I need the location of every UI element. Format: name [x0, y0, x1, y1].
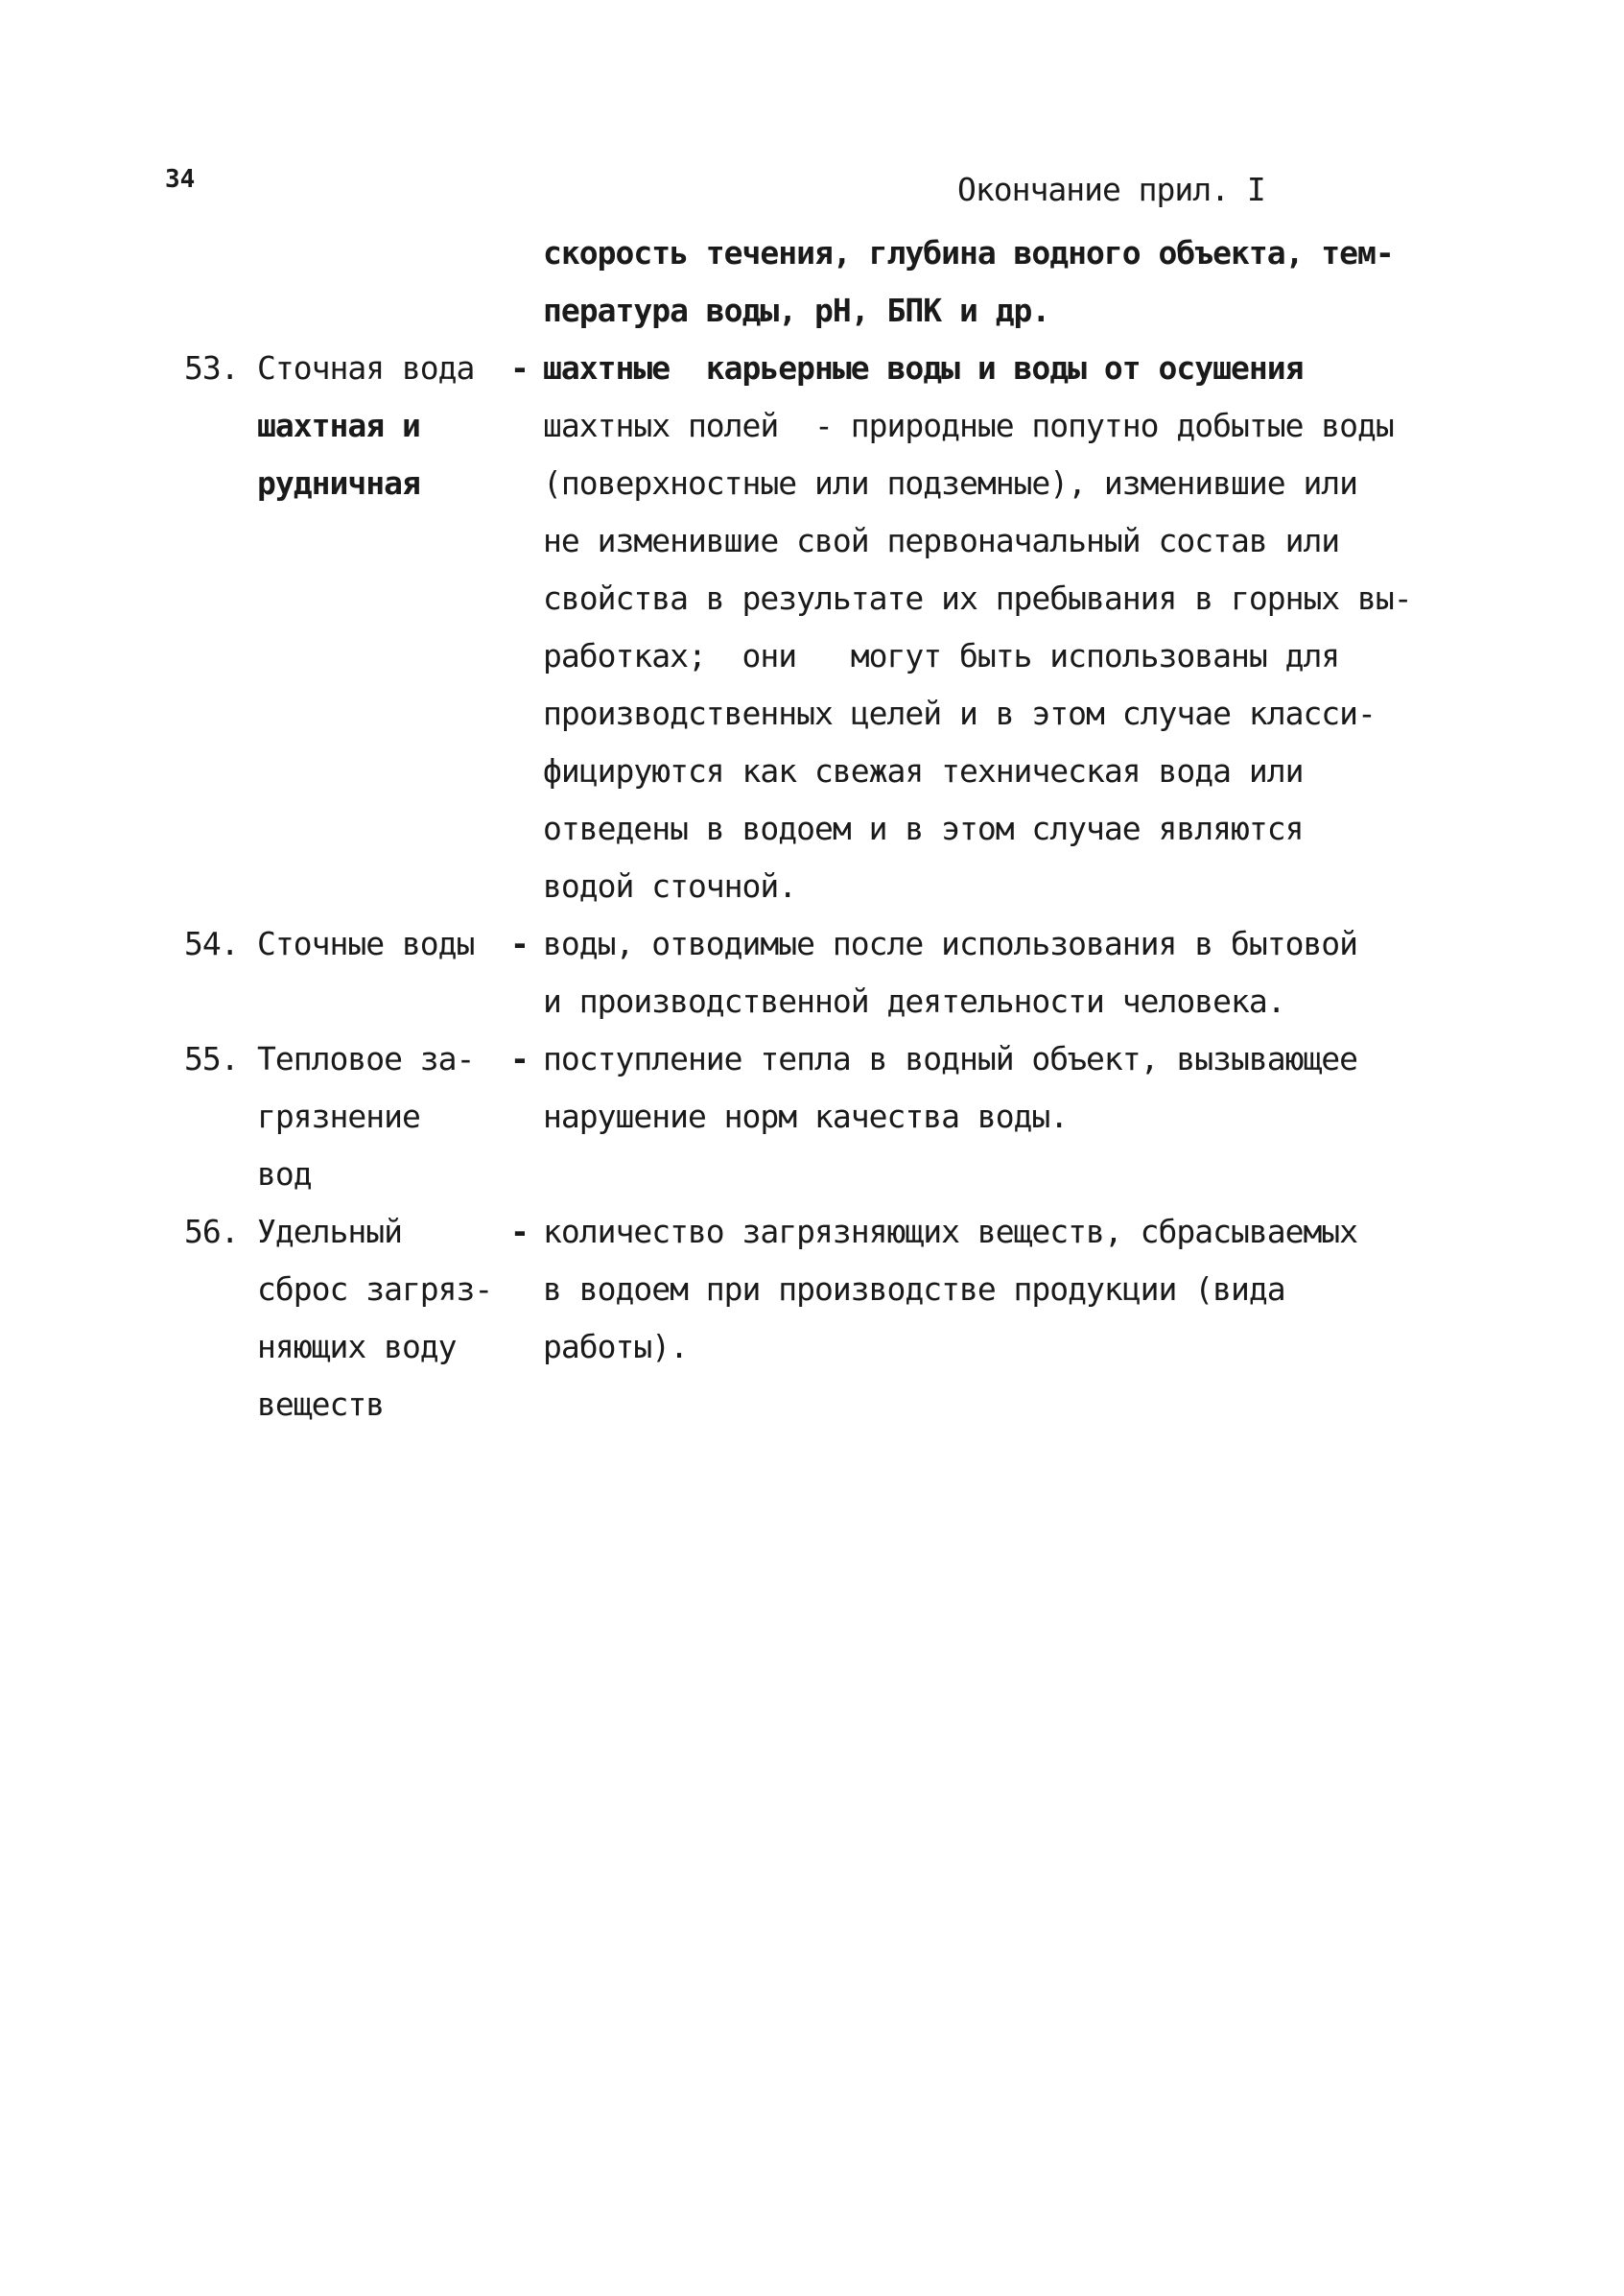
intro-line: скорость течения, глубина водного объекта, тем- — [543, 234, 1394, 272]
entry-number: 54. — [184, 925, 239, 962]
intro-line: пература воды, рН, БПК и др. — [543, 292, 1050, 329]
entry-term-line: грязнение — [257, 1098, 420, 1135]
entry-number: 53. — [184, 349, 239, 387]
entry-definition-line: шахтных полей - природные попутно добытые воды — [543, 407, 1394, 444]
continuation-title: Окончание прил. I — [957, 171, 1265, 208]
entry-definition-line: производственных целей и в этом случае класси- — [543, 695, 1376, 732]
entry-definition-line: работы). — [543, 1328, 688, 1365]
entry-dash: - — [510, 1213, 529, 1250]
entry-term-line: вод — [257, 1155, 312, 1193]
entry-definition-line: не изменившие свой первоначальный состав или — [543, 522, 1340, 559]
entry-dash: - — [510, 925, 529, 962]
entry-definition-line: в водоем при производстве продукции (вида — [543, 1270, 1285, 1308]
entry-definition-line: и производственной деятельности человека. — [543, 982, 1285, 1020]
entry-definition-line: поступление тепла в водный объект, вызывающее — [543, 1040, 1358, 1077]
entry-definition-line: отведены в водоем и в этом случае являются — [543, 810, 1304, 847]
entry-definition-line: свойства в результате их пребывания в горных вы- — [543, 580, 1412, 617]
entry-term-line: веществ — [257, 1385, 385, 1423]
entry-definition-line: работках; они могут быть использованы для — [543, 637, 1340, 675]
entry-term-line: няющих воду — [257, 1328, 457, 1365]
entry-term-line: шахтная и — [257, 407, 420, 444]
entry-term-line: Удельный — [257, 1213, 402, 1250]
entry-number: 56. — [184, 1213, 239, 1250]
entry-term-line: Сточные воды — [257, 925, 475, 962]
entry-definition-line: воды, отводимые после использования в бытовой — [543, 925, 1358, 962]
entry-term-line: Тепловое за- — [257, 1040, 475, 1077]
entry-definition-line: шахтные карьерные воды и воды от осушения — [543, 349, 1304, 387]
entry-number: 55. — [184, 1040, 239, 1077]
entry-dash: - — [510, 349, 529, 387]
entry-definition-line: (поверхностные или подземные), изменившие или — [543, 464, 1358, 502]
entry-term-line: рудничная — [257, 464, 420, 502]
entry-dash: - — [510, 1040, 529, 1077]
entry-definition-line: нарушение норм качества воды. — [543, 1098, 1069, 1135]
entry-term-line: сброс загряз- — [257, 1270, 493, 1308]
entry-definition-line: количество загрязняющих веществ, сбрасываемых — [543, 1213, 1358, 1250]
entry-definition-line: фицируются как свежая техническая вода или — [543, 752, 1304, 790]
entry-definition-line: водой сточной. — [543, 867, 797, 905]
entry-term-line: Сточная вода — [257, 349, 475, 387]
page-number: 34 — [165, 165, 196, 194]
